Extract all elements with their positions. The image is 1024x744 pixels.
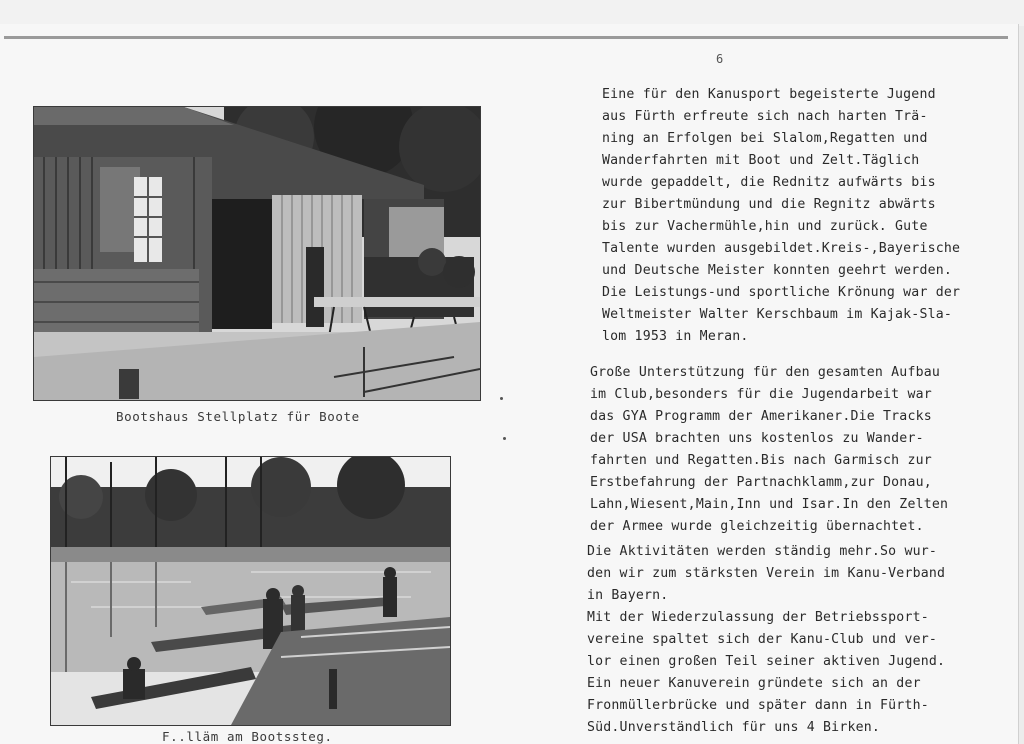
- text-line: Die Leistungs-und sportliche Krönung war der: [602, 285, 961, 300]
- text-line: Weltmeister Walter Kerschbaum im Kajak-Sla-: [602, 307, 953, 322]
- text-line: aus Fürth erfreute sich nach harten Trä-: [602, 109, 928, 124]
- text-line: Erstbefahrung der Partnachklamm,zur Donau,: [590, 475, 932, 490]
- boat-dock-photo-caption: F..lläm am Bootssteg.: [162, 729, 333, 744]
- text-line: Fronmüllerbrücke und später dann in Fürth-: [587, 698, 929, 713]
- text-line: zur Bibertmündung und die Regnitz abwärts: [602, 197, 936, 212]
- text-line: Große Unterstützung für den gesamten Aufbau: [590, 365, 941, 380]
- article-paragraph-3: [587, 541, 945, 739]
- text-line: Mit der Wiederzulassung der Betriebssport-: [587, 610, 929, 625]
- article-paragraph-2: [590, 362, 948, 538]
- text-line: fahrten und Regatten.Bis nach Garmisch zur: [590, 453, 932, 468]
- article-paragraph-1: [602, 84, 960, 348]
- boat-dock-photo: [50, 456, 451, 726]
- text-line: Eine für den Kanusport begeisterte Jugend: [602, 87, 936, 102]
- boat-dock-photo-image: [51, 457, 450, 725]
- text-line: bis zur Vachermühle,hin und zurück. Gute: [602, 219, 928, 234]
- text-line: vereine spaltet sich der Kanu-Club und ver-: [587, 632, 938, 647]
- scan-speck: [500, 397, 503, 400]
- boathouse-photo: [33, 106, 481, 401]
- boathouse-photo-image: [34, 107, 480, 400]
- page-top-edge: [4, 36, 1008, 39]
- text-line: der USA brachten uns kostenlos zu Wander-: [590, 431, 924, 446]
- text-line: ning an Erfolgen bei Slalom,Regatten und: [602, 131, 928, 146]
- text-line: lor einen großen Teil seiner aktiven Jugend.: [587, 654, 946, 669]
- text-line: Wanderfahrten mit Boot und Zelt.Täglich: [602, 153, 920, 168]
- page-number: 6: [716, 52, 724, 66]
- text-line: Die Aktivitäten werden ständig mehr.So wur-: [587, 544, 938, 559]
- text-line: das GYA Programm der Amerikaner.Die Tracks: [590, 409, 932, 424]
- text-line: Ein neuer Kanuverein gründete sich an der: [587, 676, 921, 691]
- text-line: lom 1953 in Meran.: [602, 329, 749, 344]
- scan-speck: [503, 437, 506, 440]
- text-line: der Armee wurde gleichzeitig übernachtet.: [590, 519, 924, 534]
- page-background-top: [0, 0, 1024, 26]
- boathouse-photo-caption: Bootshaus Stellplatz für Boote: [116, 409, 360, 424]
- text-line: in Bayern.: [587, 588, 669, 603]
- text-line: wurde gepaddelt, die Rednitz aufwärts bis: [602, 175, 936, 190]
- text-line: den wir zum stärksten Verein im Kanu-Verband: [587, 566, 946, 581]
- text-line: im Club,besonders für die Jugendarbeit war: [590, 387, 932, 402]
- text-line: Talente wurden ausgebildet.Kreis-,Bayerische: [602, 241, 961, 256]
- text-line: und Deutsche Meister konnten geehrt werden.: [602, 263, 953, 278]
- text-line: Lahn,Wiesent,Main,Inn und Isar.In den Zelten: [590, 497, 949, 512]
- text-line: Süd.Unverständlich für uns 4 Birken.: [587, 720, 881, 735]
